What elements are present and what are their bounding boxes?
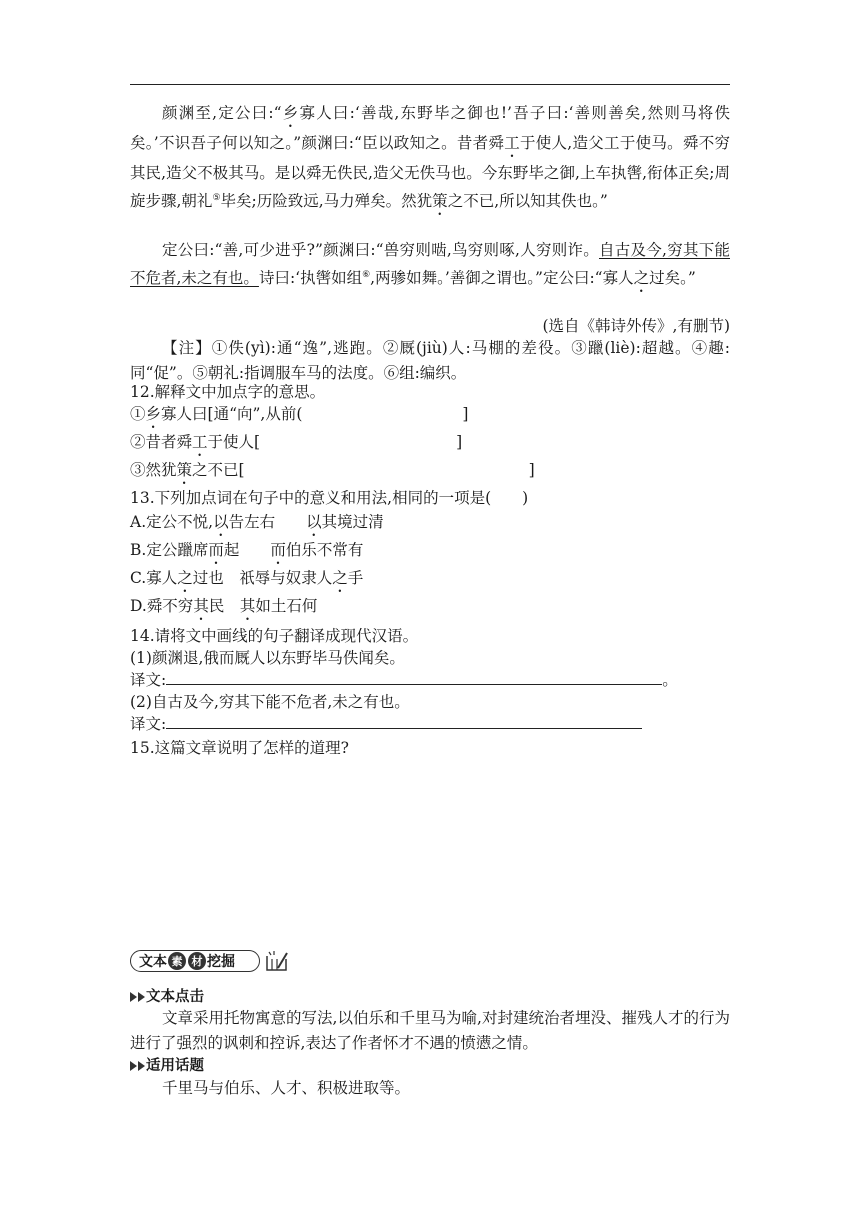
question-14-1: (1)颜渊退,俄而厩人以东野毕马佚闻矣。 xyxy=(130,649,405,667)
question-12: 12.解释文中加点字的意思。 xyxy=(130,383,326,401)
dotted-char: 乡 xyxy=(281,104,300,122)
arrow-icon xyxy=(130,1061,137,1071)
option-a[interactable]: A.定公不悦,以告左右 以其境过清 xyxy=(130,513,384,531)
dotted-char: 之 xyxy=(633,269,650,288)
mining-text-2: 千里马与伯乐、人才、积极进取等。 xyxy=(162,1079,411,1097)
top-rule xyxy=(130,84,730,85)
source-citation: (选自《韩诗外传》,有删节) xyxy=(542,317,730,335)
section-banner: 文本 素 材 挖掘 xyxy=(130,948,292,976)
question-12-1: ①乡寡人曰[通“向”,从前( ] xyxy=(130,405,469,423)
passage-paragraph-2: 定公曰:“善,可少进乎?”颜渊曰:“兽穷则啮,鸟穷则啄,人穷则诈。自古及今,穷其下能不危者,未之有也。诗曰:‘执辔如组⑥,两骖如舞。’善御之谓也。”定公曰:“寡人之过矣。” xyxy=(130,241,730,288)
underlined-sentence: 自古及今,穷其下能不危者,未之有也。 xyxy=(130,241,730,288)
question-12-3: ③然犹策之不已[ ] xyxy=(130,461,535,479)
translation-2: 译文: xyxy=(130,712,642,737)
answer-line[interactable] xyxy=(166,712,642,729)
passage-paragraph-1: 颜渊至,定公曰:“乡寡人曰:‘善哉,东野毕之御也!’吾子曰:‘善则善矣,然则马将佚矣。’不识吾子何以知之。”颜渊曰:“臣以政知之。昔者舜工于使人,造父工于使马。舜不穷其民,造父不极其马。是以舜无佚民,造父无佚马也。今东野毕之御,上车执辔,衔体正矣;周旋步骤,朝礼⑤毕矣;历险致远,马力殚矣。然犹策之不已,所以知其佚也。” xyxy=(130,104,731,211)
mining-text-1: 文章采用托物寓意的写法,以伯乐和千里马为喻,对封建统治者埋没、摧残人才的行为进行了强烈的讽刺和控诉,表达了作者怀才不遇的愤懑之情。 xyxy=(130,1009,730,1052)
answer-line[interactable] xyxy=(166,668,662,685)
translation-1: 译文: 。 xyxy=(130,668,678,693)
option-c[interactable]: C.寡人之过也 祇辱与奴隶人之手 xyxy=(130,569,364,587)
question-13: 13.下列加点词在句子中的意义和用法,相同的一项是( ) xyxy=(130,489,529,507)
arrow-icon xyxy=(138,1061,145,1071)
question-14: 14.请将文中画线的句子翻译成现代汉语。 xyxy=(130,627,419,645)
dotted-char: 策 xyxy=(432,192,448,211)
section-head-2: 适用话题 xyxy=(130,1054,204,1075)
question-12-2: ②昔者舜工于使人[ ] xyxy=(130,433,463,451)
notes: 【注】①佚(yì):通“逸”,逃跑。②厩(jiù)人:马棚的差役。③躐(liè):超越。④趣:同“促”。⑤朝礼:指调服车马的法度。⑥组:编织。 xyxy=(130,339,730,382)
dotted-char: 工 xyxy=(504,134,520,152)
question-14-2: (2)自古及今,穷其下能不危者,未之有也。 xyxy=(130,693,410,711)
arrow-icon xyxy=(138,992,145,1002)
section-head-1: 文本点击 xyxy=(130,985,204,1006)
option-d[interactable]: D.舜不穷其民 其如土石何 xyxy=(130,597,318,615)
question-15: 15.这篇文章说明了怎样的道理? xyxy=(130,739,349,757)
option-b[interactable]: B.定公躐席而起 而伯乐不常有 xyxy=(130,541,364,559)
arrow-icon xyxy=(130,992,137,1002)
pencil-icon xyxy=(264,950,290,972)
